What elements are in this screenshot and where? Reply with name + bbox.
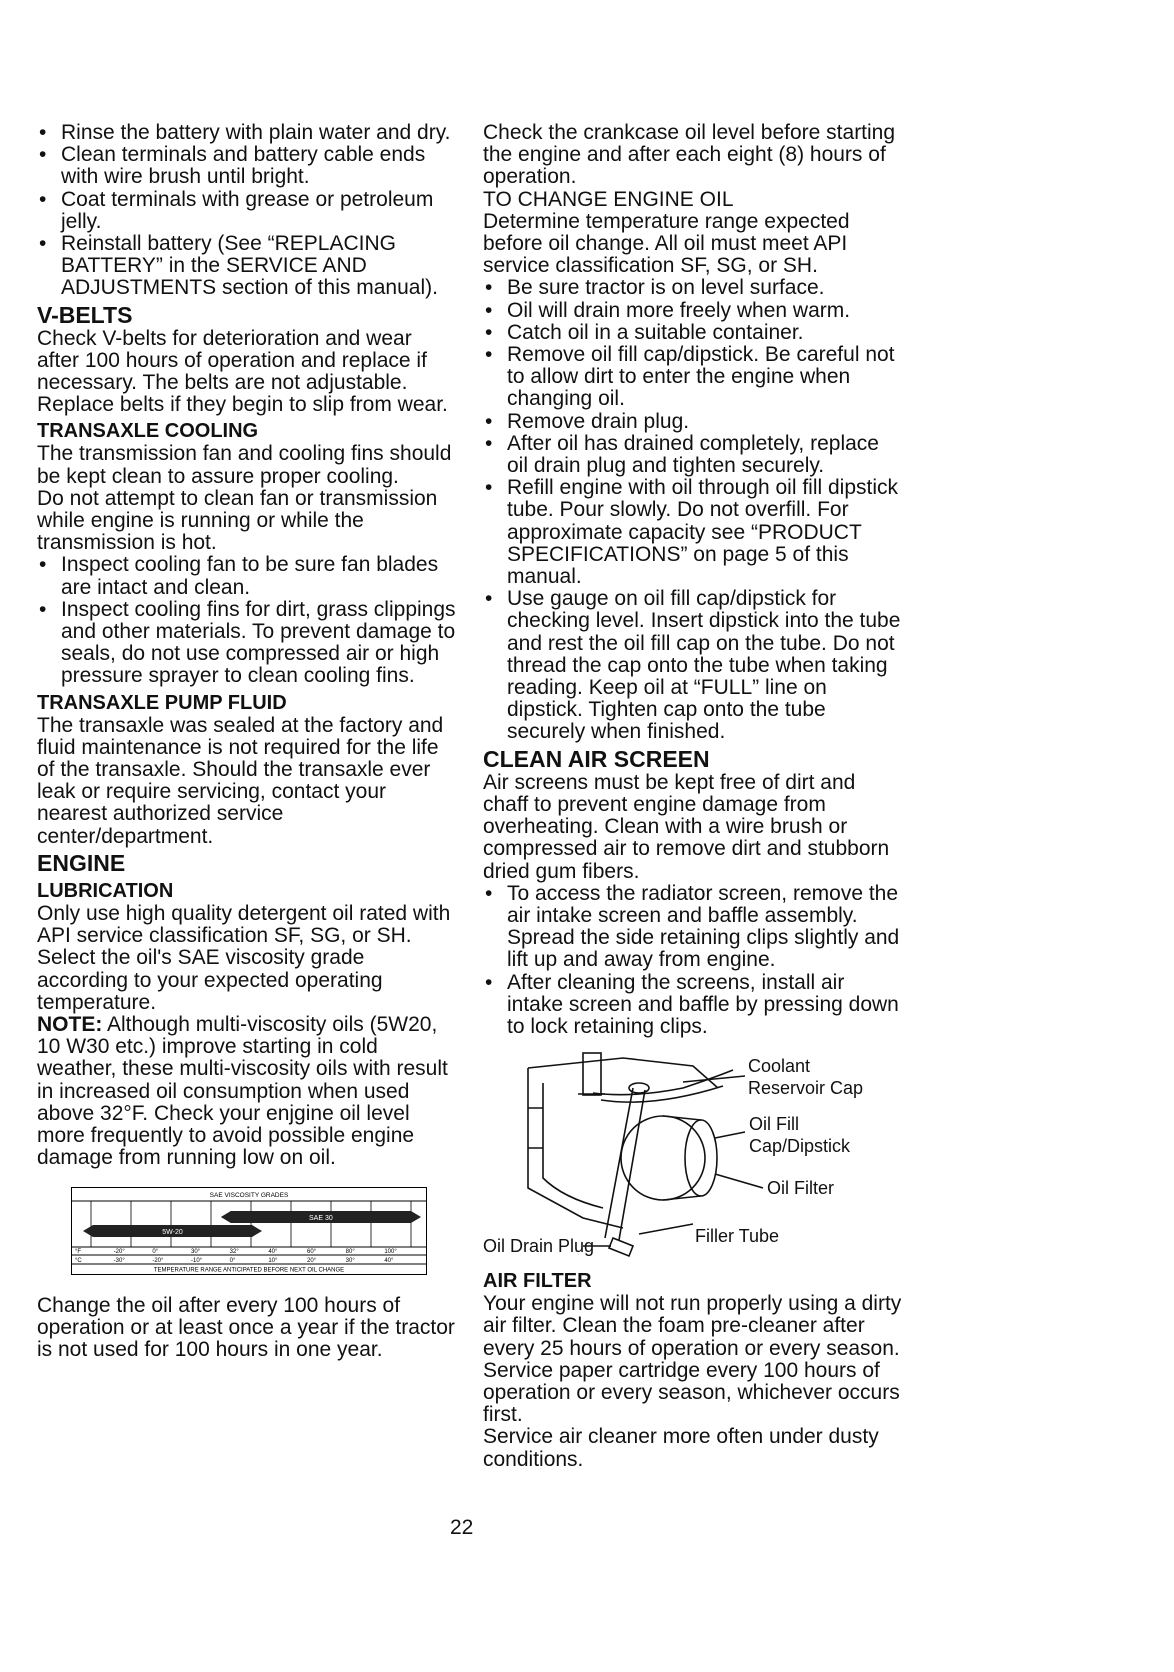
c-tick-label: 20° [307, 1258, 317, 1265]
f-tick-label: 60° [307, 1249, 317, 1256]
list-item: • Use gauge on oil fill cap/dipstick for checking level. Insert dipstick into the tube and rest the oil fill cap on the tube. Do not thread the cap onto the tube when taking reading. Keep oil at “FULL” line on dipstick. Tighten cap onto the tube securely when finished. [483, 588, 903, 743]
list-item: • Remove drain plug. [483, 411, 903, 433]
c-tick-label: 40° [384, 1258, 394, 1265]
list-item: • Clean terminals and battery cable ends with wire brush until bright. [37, 144, 457, 188]
f-tick-label: 30° [191, 1249, 201, 1256]
list-item: • After oil has drained completely, replace oil drain plug and tighten securely. [483, 433, 903, 477]
label-filler-tube: Filler Tube [695, 1226, 780, 1247]
c-tick-label: °C [75, 1258, 82, 1265]
air-filter-heading: AIR FILTER [483, 1270, 592, 1293]
list-item: • Refill engine with oil through oil fill dipstick tube. Pour slowly. Do not overfill. For approximate capacity see “PRODUCT SPECIFICATIONS” on page 5 of this manual. [483, 477, 903, 588]
list-item: • Catch oil in a suitable container. [483, 322, 903, 344]
lubrication-heading: LUBRICATION [37, 879, 174, 902]
paragraph: Service air cleaner more often under dusty conditions. [483, 1425, 879, 1471]
paragraph: Air screens must be kept free of dirt and chaff to prevent engine damage from overheating. Clean with a wire brush or compressed air to remove dirt and stubborn dried gum fibers. [483, 770, 890, 883]
label-oil-filter: Oil Filter [767, 1178, 834, 1199]
transaxle-cooling-heading: TRANSAXLE COOLING [37, 420, 259, 443]
label-reservoir-cap: Reservoir Cap [748, 1078, 864, 1099]
vbelts-heading: V-BELTS [37, 301, 133, 328]
change-oil-heading: TO CHANGE ENGINE OIL [483, 187, 734, 211]
list-item: • Be sure tractor is on level surface. [483, 277, 903, 299]
air-screen-heading: CLEAN AIR SCREEN [483, 745, 710, 772]
paragraph: Do not attempt to clean fan or transmission while engine is running or while the transmission is hot. [37, 486, 438, 555]
sae-viscosity-chart [71, 1187, 427, 1275]
chart-title: SAE VISCOSITY GRADES [209, 1192, 289, 1200]
label-coolant: Coolant [748, 1056, 811, 1077]
c-tick-label: 0° [229, 1258, 236, 1265]
list-item: • Reinstall battery (See “REPLACING BATTERY” in the SERVICE AND ADJUSTMENTS section of this manual). [37, 233, 457, 300]
paragraph: The transaxle was sealed at the factory and fluid maintenance is not required for the life of the transaxle. Should the transaxle ever leak or require servicing, contact your nearest authorized service center/department. [37, 713, 444, 848]
crankcase-text: Check the crankcase oil level before starting the engine and after each eight (8) hours of operation. [483, 121, 896, 189]
c-tick-label: -30° [113, 1258, 125, 1265]
viscosity-bar-label: SAE 30 [309, 1215, 333, 1223]
engine-heading: ENGINE [37, 849, 126, 876]
list-item: • Inspect cooling fan to be sure fan blades are intact and clean. [37, 554, 457, 598]
list-item: • Rinse the battery with plain water and dry. [37, 122, 457, 144]
label-oil-fill: Oil Fill [749, 1114, 799, 1135]
f-tick-label: 80° [345, 1249, 355, 1256]
viscosity-bar-label: 5W-20 [162, 1229, 183, 1237]
paragraph: Determine temperature range expected before oil change. All oil must meet API service classification SF, SG, or SH. [483, 209, 850, 278]
c-tick-label: -10° [191, 1258, 203, 1265]
note-label: NOTE: [37, 1012, 103, 1036]
f-tick-label: °F [75, 1249, 82, 1256]
battery-list [37, 122, 457, 300]
f-tick-label: 100° [384, 1249, 397, 1256]
page-number: 22 [450, 1516, 474, 1539]
list-item: • After cleaning the screens, install air intake screen and baffle by pressing down to lock retaining clips. [483, 972, 903, 1039]
c-tick-label: 10° [268, 1258, 278, 1265]
list-item: • Inspect cooling fins for dirt, grass clippings and other materials. To prevent damage to seals, do not use compressed air or high pressure sprayer to clean cooling fins. [37, 599, 457, 688]
f-tick-label: 0° [152, 1249, 159, 1256]
f-tick-label: -20° [113, 1249, 125, 1256]
cooling-list [37, 554, 457, 687]
pump-fluid-heading: TRANSAXLE PUMP FLUID [37, 691, 287, 714]
chart-footer: TEMPERATURE RANGE ANTICIPATED BEFORE NEXT OIL CHANGE [153, 1267, 345, 1274]
engine-figure [483, 1048, 903, 1266]
note-text: Although multi-viscosity oils (5W20, 10 W30 etc.) improve starting in cold weather, these multi-viscosity oils with result in increased oil consumption when used above 32°F. Check your enjgine oil level more frequently to avoid possible engine damage from running low on oil. [37, 1012, 448, 1170]
change-oil-text: Change the oil after every 100 hours of operation or at least once a year if the tractor is not used for 100 hours in one year. [37, 1293, 455, 1361]
paragraph: The transmission fan and cooling fins should be kept clean to assure proper cooling. [37, 442, 452, 488]
paragraph: Only use high quality detergent oil rated with API service classification SF, SG, or SH. Select the oil's SAE viscosity grade according to your expected operating temperature. [37, 901, 451, 1014]
label-oil-drain-plug: Oil Drain Plug [483, 1236, 595, 1257]
f-tick-label: 32° [229, 1249, 239, 1256]
right-column [483, 122, 903, 1471]
list-item: • Coat terminals with grease or petroleum jelly. [37, 189, 457, 233]
oil-change-list [483, 277, 903, 743]
list-item: • To access the radiator screen, remove the air intake screen and baffle assembly. Spread the side retaining clips slightly and lift up and away from engine. [483, 883, 903, 972]
paragraph: Your engine will not run properly using a dirty air filter. Clean the foam pre-cleaner after every 25 hours of operation or every season. Service paper cartridge every 100 hours of operation or every season, whichever occurs first. [483, 1292, 902, 1427]
note-paragraph [37, 1014, 457, 1169]
list-item: • Remove oil fill cap/dipstick. Be careful not to allow dirt to enter the engine when changing oil. [483, 344, 903, 411]
f-tick-label: 40° [268, 1249, 278, 1256]
list-item: • Oil will drain more freely when warm. [483, 300, 903, 322]
c-tick-label: -20° [152, 1258, 164, 1265]
c-tick-label: 30° [345, 1258, 355, 1265]
air-screen-list [483, 883, 903, 1038]
left-column [37, 122, 457, 1361]
label-cap-dipstick: Cap/Dipstick [749, 1136, 851, 1157]
vbelts-text: Check V-belts for deterioration and wear after 100 hours of operation and replace if necessary. The belts are not adjustable. Replace belts if they begin to slip from wear. [37, 326, 448, 417]
